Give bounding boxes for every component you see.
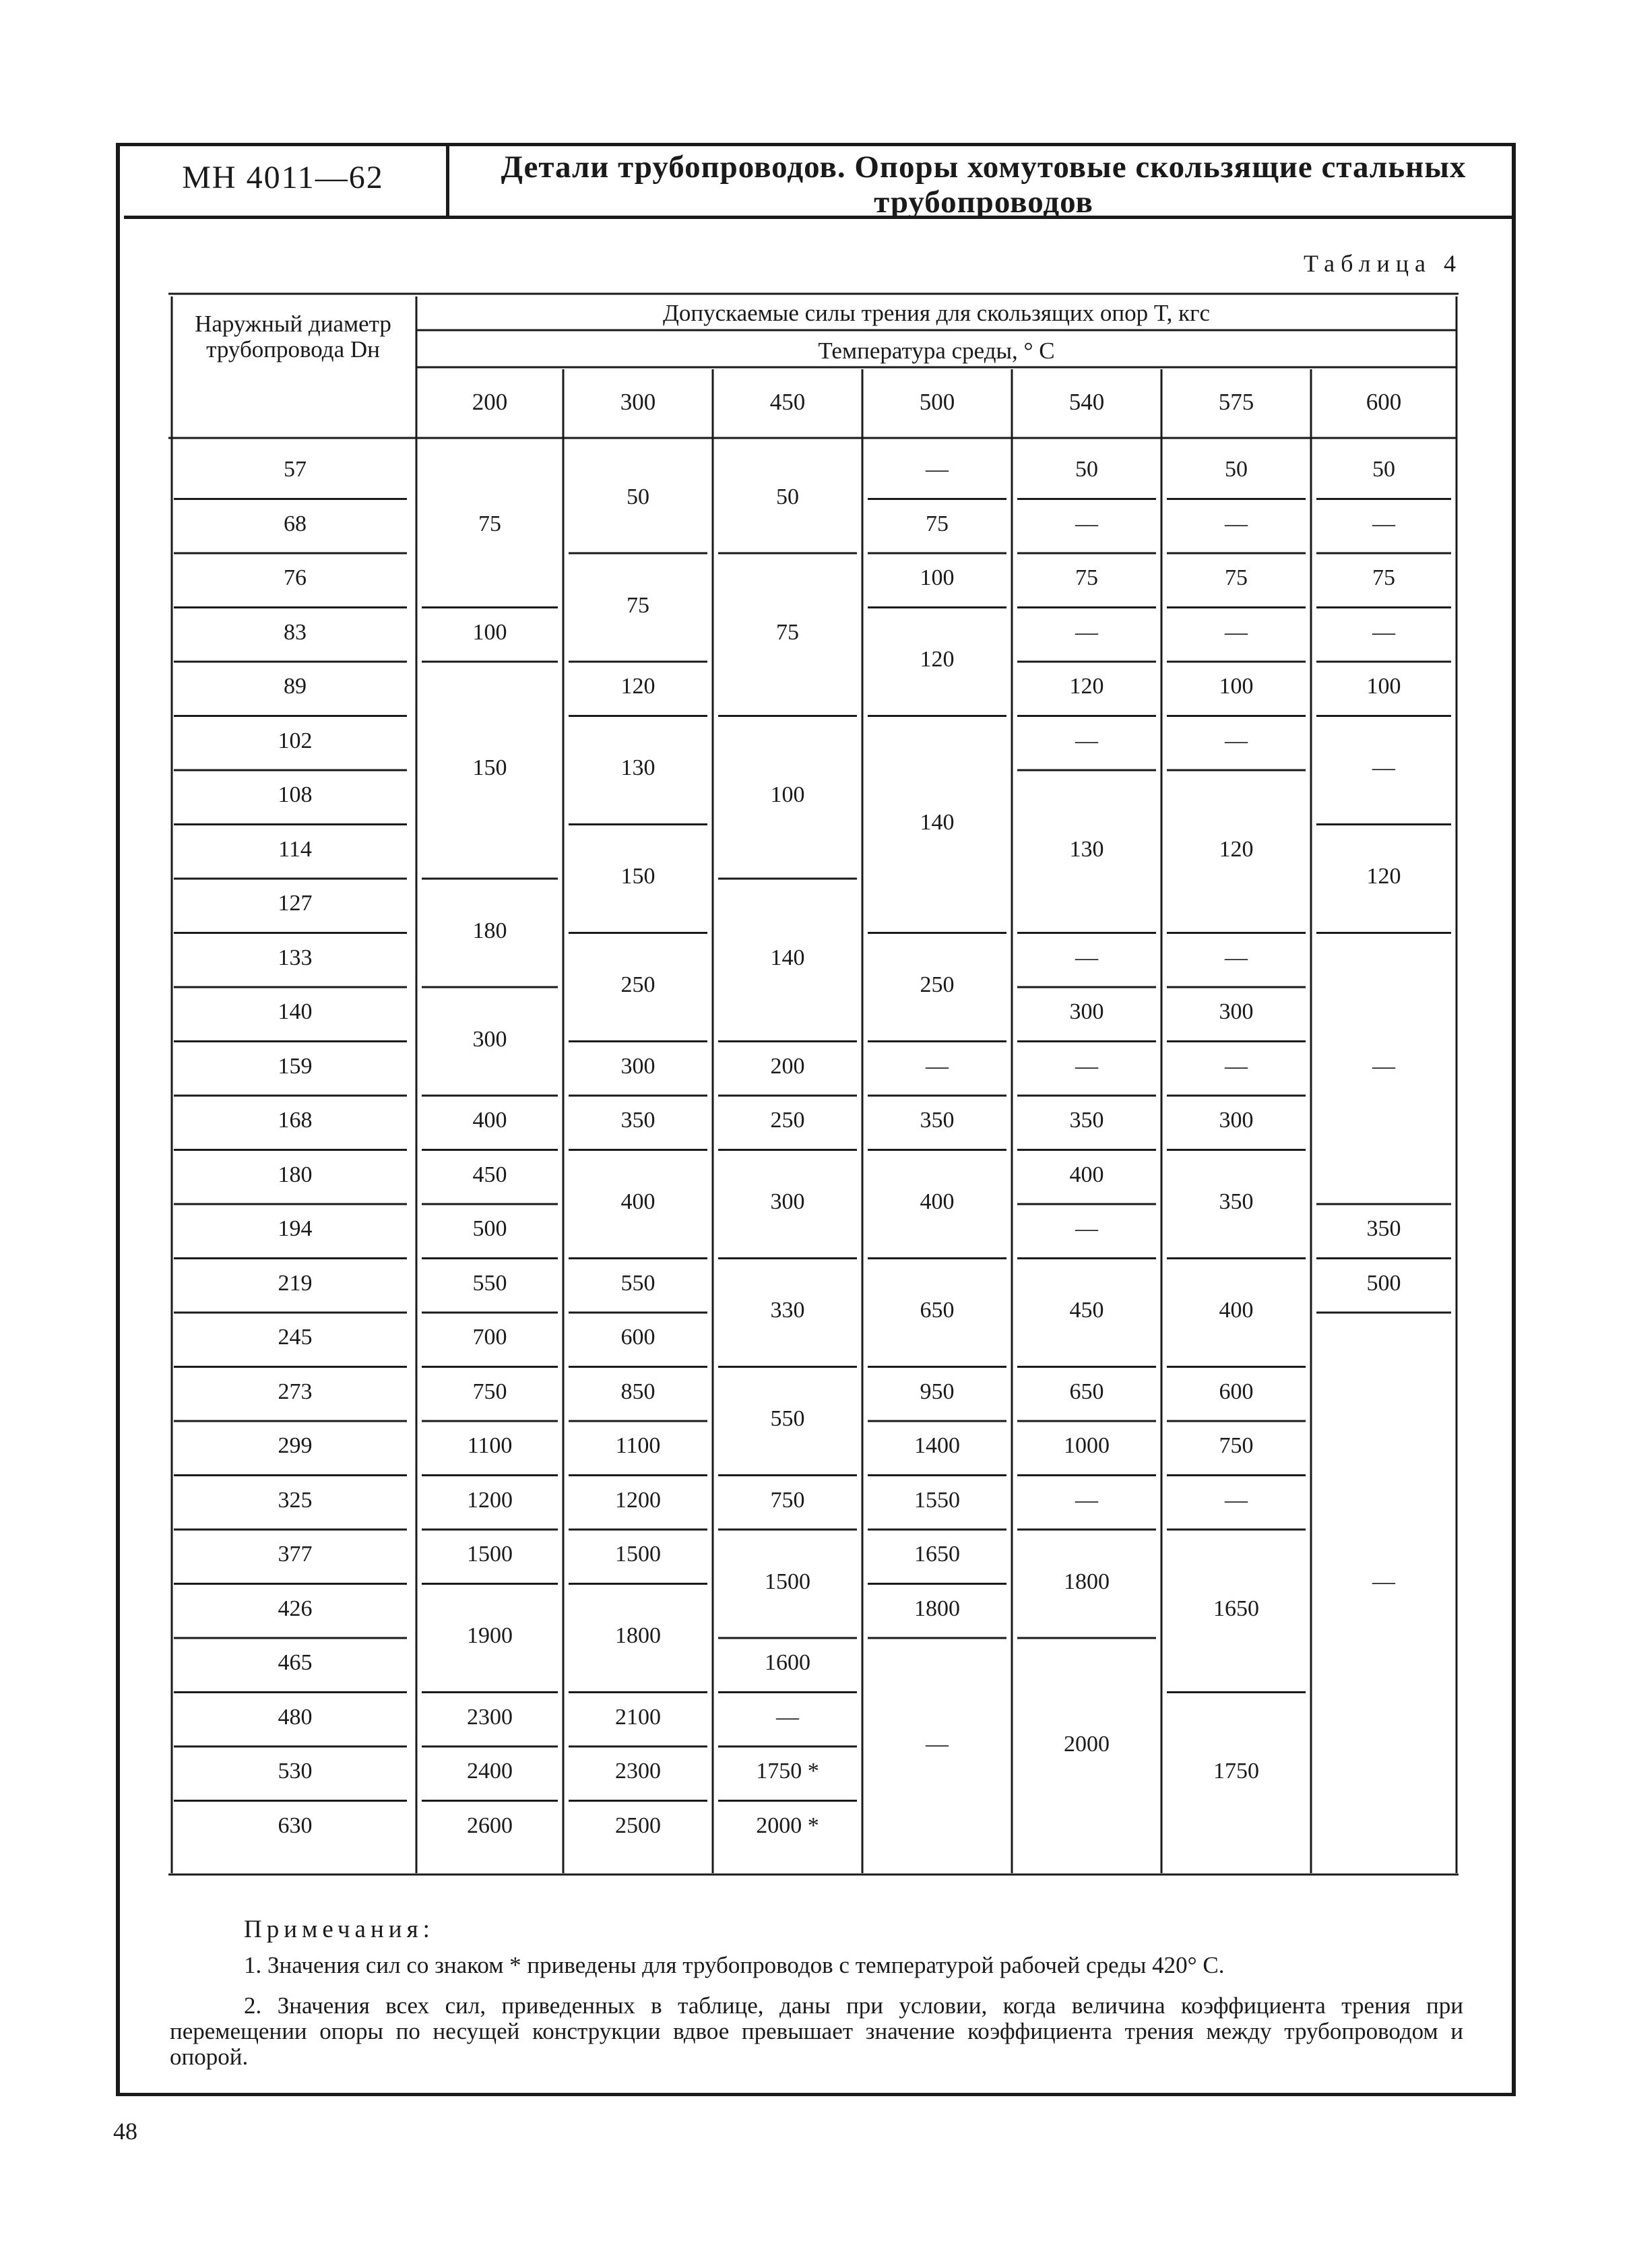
value-cell-c200: 100 bbox=[472, 619, 507, 645]
value-cell-c300: 120 bbox=[620, 674, 655, 699]
value-cell-c500: 1800 bbox=[914, 1596, 960, 1621]
diameter-219: 219 bbox=[278, 1270, 313, 1296]
value-cell-c500: 1650 bbox=[914, 1542, 960, 1567]
temperature-450: 450 bbox=[769, 389, 806, 415]
value-cell-c540: 120 bbox=[1069, 674, 1104, 699]
value-cell-c200: 1900 bbox=[467, 1623, 513, 1648]
value-cell-c540: — bbox=[1075, 619, 1098, 645]
value-cell-c500: 950 bbox=[920, 1379, 955, 1404]
diameter-76: 76 bbox=[284, 565, 307, 590]
value-cell-c300: 1200 bbox=[615, 1487, 661, 1513]
value-cell-c200: 450 bbox=[472, 1162, 507, 1187]
value-cell-c540: 400 bbox=[1069, 1162, 1104, 1187]
value-cell-c540: — bbox=[1075, 945, 1098, 970]
value-cell-c600: 100 bbox=[1366, 674, 1401, 699]
value-cell-c200: 180 bbox=[472, 918, 507, 943]
value-cell-c500: 1550 bbox=[914, 1487, 960, 1513]
diameter-114: 114 bbox=[278, 836, 312, 862]
value-cell-c300: 2300 bbox=[615, 1759, 661, 1784]
value-cell-c500: 350 bbox=[920, 1108, 955, 1133]
value-cell-c450: 550 bbox=[770, 1406, 805, 1431]
document-title: Детали трубопроводов. Опоры хомутовые скользящие стальных трубопроводов bbox=[501, 150, 1467, 220]
notes-heading: Примечания: bbox=[244, 1916, 435, 1943]
diameter-245: 245 bbox=[278, 1325, 313, 1350]
value-cell-c600: 50 bbox=[1372, 457, 1395, 482]
value-cell-c450: 75 bbox=[776, 619, 799, 645]
value-cell-c575: 50 bbox=[1225, 457, 1248, 482]
temperature-300: 300 bbox=[620, 389, 656, 415]
value-cell-c450: 1750 * bbox=[756, 1759, 819, 1784]
value-cell-c450: — bbox=[776, 1704, 799, 1730]
value-cell-c450: 250 bbox=[770, 1108, 805, 1133]
value-cell-c300: 130 bbox=[620, 755, 655, 780]
value-cell-c300: 550 bbox=[620, 1270, 655, 1296]
value-cell-c200: 1200 bbox=[467, 1487, 513, 1513]
value-cell-c600: — bbox=[1372, 755, 1395, 780]
value-cell-c540: 1800 bbox=[1064, 1569, 1110, 1594]
value-cell-c200: 500 bbox=[472, 1216, 507, 1242]
temperature-575: 575 bbox=[1218, 389, 1254, 415]
value-cell-c300: 600 bbox=[620, 1325, 655, 1350]
value-cell-c450: 2000 * bbox=[756, 1813, 819, 1838]
value-cell-c200: 2400 bbox=[467, 1759, 513, 1784]
value-cell-c300: 2500 bbox=[615, 1813, 661, 1838]
value-cell-c540: 1000 bbox=[1064, 1433, 1110, 1459]
diameter-83: 83 bbox=[284, 619, 307, 645]
diameter-530: 530 bbox=[278, 1759, 313, 1784]
value-cell-c540: 300 bbox=[1069, 999, 1104, 1025]
value-cell-c300: 250 bbox=[620, 972, 655, 997]
value-cell-c450: 140 bbox=[770, 945, 805, 970]
value-cell-c200: 750 bbox=[472, 1379, 507, 1404]
value-cell-c450: 750 bbox=[770, 1487, 805, 1513]
value-cell-c575: 400 bbox=[1219, 1298, 1254, 1323]
diameter-108: 108 bbox=[278, 782, 313, 807]
value-cell-c300: 350 bbox=[620, 1108, 655, 1133]
value-cell-c500: 120 bbox=[920, 647, 955, 672]
value-cell-c540: — bbox=[1075, 728, 1098, 753]
value-cell-c540: 75 bbox=[1075, 565, 1098, 591]
value-cell-c575: — bbox=[1225, 511, 1248, 536]
diameter-68: 68 bbox=[284, 511, 307, 536]
value-cell-c540: 650 bbox=[1069, 1379, 1104, 1404]
value-cell-c300: 50 bbox=[627, 484, 649, 509]
value-cell-c200: 400 bbox=[472, 1108, 507, 1133]
value-cell-c540: 50 bbox=[1075, 457, 1098, 482]
diameter-180: 180 bbox=[278, 1162, 313, 1187]
value-cell-c540: — bbox=[1075, 1487, 1098, 1513]
value-cell-c200: 700 bbox=[472, 1325, 507, 1350]
value-cell-c500: — bbox=[926, 1053, 949, 1079]
diameter-377: 377 bbox=[278, 1542, 313, 1567]
value-cell-c500: — bbox=[926, 457, 949, 482]
value-cell-c540: 350 bbox=[1069, 1108, 1104, 1133]
value-cell-c500: 75 bbox=[926, 511, 949, 536]
value-cell-c500: 400 bbox=[920, 1189, 955, 1214]
value-cell-c300: 1800 bbox=[615, 1623, 661, 1648]
value-cell-c200: 2600 bbox=[467, 1813, 513, 1838]
value-cell-c300: 400 bbox=[620, 1189, 655, 1214]
value-cell-c575: 75 bbox=[1225, 565, 1248, 591]
value-cell-c575: 1750 bbox=[1213, 1759, 1259, 1784]
value-cell-c540: — bbox=[1075, 1053, 1098, 1079]
diameter-89: 89 bbox=[284, 674, 307, 699]
note-2: 2. Значения всех сил, приведенных в таблице, даны при условии, когда величина коэффициента трения при перемещении опоры по несущей конструкции вдвое превышает значение коэффициента трения между трубопроводом и опорой. bbox=[170, 1992, 1463, 2070]
value-cell-c200: 1100 bbox=[467, 1433, 513, 1459]
note-1: 1. Значения сил со знаком * приведены для трубопроводов с температурой рабочей среды 420° С. bbox=[244, 1952, 1225, 1978]
value-cell-c450: 300 bbox=[770, 1189, 805, 1214]
diameter-480: 480 bbox=[278, 1704, 313, 1730]
value-cell-c600: 120 bbox=[1366, 864, 1401, 889]
diameter-102: 102 bbox=[278, 728, 313, 753]
value-cell-c600: — bbox=[1372, 511, 1395, 536]
diameter-159: 159 bbox=[278, 1053, 313, 1079]
table-caption: Таблица 4 bbox=[1304, 250, 1462, 277]
value-cell-c540: — bbox=[1075, 1216, 1098, 1242]
temperature-540: 540 bbox=[1068, 389, 1105, 415]
value-cell-c575: — bbox=[1225, 1053, 1248, 1079]
value-cell-c500: 140 bbox=[920, 809, 955, 835]
value-cell-c575: 1650 bbox=[1213, 1596, 1259, 1621]
diameter-168: 168 bbox=[278, 1108, 313, 1133]
value-cell-c600: — bbox=[1372, 1053, 1395, 1079]
value-cell-c450: 50 bbox=[776, 484, 799, 509]
value-cell-c450: 100 bbox=[770, 782, 805, 808]
value-cell-c200: 1500 bbox=[467, 1542, 513, 1567]
value-cell-c200: 150 bbox=[472, 755, 507, 780]
value-cell-c575: 100 bbox=[1219, 674, 1254, 699]
diameter-273: 273 bbox=[278, 1379, 313, 1404]
diameter-630: 630 bbox=[278, 1813, 313, 1838]
value-cell-c200: 550 bbox=[472, 1270, 507, 1296]
diameter-133: 133 bbox=[278, 945, 313, 970]
value-cell-c575: 750 bbox=[1219, 1433, 1254, 1459]
temperature-600: 600 bbox=[1366, 389, 1402, 415]
value-cell-c600: — bbox=[1372, 619, 1395, 645]
value-cell-c500: 100 bbox=[920, 565, 955, 591]
value-cell-c500: 650 bbox=[920, 1298, 955, 1323]
value-cell-c540: 450 bbox=[1069, 1298, 1104, 1323]
value-cell-c500: — bbox=[926, 1732, 949, 1757]
value-cell-c300: 850 bbox=[620, 1379, 655, 1404]
value-cell-c300: 75 bbox=[627, 592, 649, 618]
value-cell-c600: 500 bbox=[1366, 1270, 1401, 1296]
diameter-325: 325 bbox=[278, 1487, 313, 1513]
value-cell-c575: 300 bbox=[1219, 1108, 1254, 1133]
value-cell-c450: 1600 bbox=[765, 1650, 810, 1676]
header-group: Допускаемые силы трения для скользящих опор T, кгс bbox=[662, 300, 1211, 326]
temperature-500: 500 bbox=[919, 389, 955, 415]
value-cell-c600: — bbox=[1372, 1569, 1395, 1594]
value-cell-c450: 330 bbox=[770, 1298, 805, 1323]
value-cell-c575: — bbox=[1225, 728, 1248, 753]
temperature-200: 200 bbox=[472, 389, 508, 415]
value-cell-c575: 120 bbox=[1219, 836, 1254, 862]
value-cell-c575: 300 bbox=[1219, 999, 1254, 1025]
value-cell-c575: — bbox=[1225, 619, 1248, 645]
value-cell-c200: 75 bbox=[478, 511, 501, 536]
value-cell-c600: 350 bbox=[1366, 1216, 1401, 1242]
diameter-426: 426 bbox=[278, 1596, 313, 1621]
value-cell-c300: 2100 bbox=[615, 1704, 661, 1730]
diameter-299: 299 bbox=[278, 1433, 313, 1458]
value-cell-c540: 130 bbox=[1069, 836, 1104, 862]
header-diameter: Наружный диаметр трубопровода Dн bbox=[195, 311, 391, 363]
value-cell-c200: 300 bbox=[472, 1026, 507, 1052]
value-cell-c300: 300 bbox=[620, 1053, 655, 1079]
value-cell-c575: — bbox=[1225, 945, 1248, 970]
value-cell-c575: — bbox=[1225, 1487, 1248, 1513]
value-cell-c600: 75 bbox=[1372, 565, 1395, 591]
value-cell-c500: 250 bbox=[920, 972, 955, 997]
diameter-140: 140 bbox=[278, 999, 313, 1024]
value-cell-c300: 1500 bbox=[615, 1542, 661, 1567]
diameter-57: 57 bbox=[284, 457, 307, 482]
value-cell-c450: 1500 bbox=[765, 1569, 810, 1594]
value-cell-c540: — bbox=[1075, 511, 1098, 536]
value-cell-c575: 600 bbox=[1219, 1379, 1254, 1404]
value-cell-c300: 150 bbox=[620, 864, 655, 889]
diameter-465: 465 bbox=[278, 1650, 313, 1675]
diameter-127: 127 bbox=[278, 891, 313, 916]
value-cell-c540: 2000 bbox=[1064, 1732, 1110, 1757]
document-code: МН 4011—62 bbox=[182, 160, 384, 195]
value-cell-c200: 2300 bbox=[467, 1704, 513, 1730]
diameter-194: 194 bbox=[278, 1216, 313, 1241]
value-cell-c575: 350 bbox=[1219, 1189, 1254, 1214]
value-cell-c450: 200 bbox=[770, 1053, 805, 1079]
value-cell-c500: 1400 bbox=[914, 1433, 960, 1459]
header-temperature: Температура среды, ° С bbox=[818, 338, 1055, 364]
page-number: 48 bbox=[113, 2118, 137, 2145]
value-cell-c300: 1100 bbox=[615, 1433, 661, 1459]
